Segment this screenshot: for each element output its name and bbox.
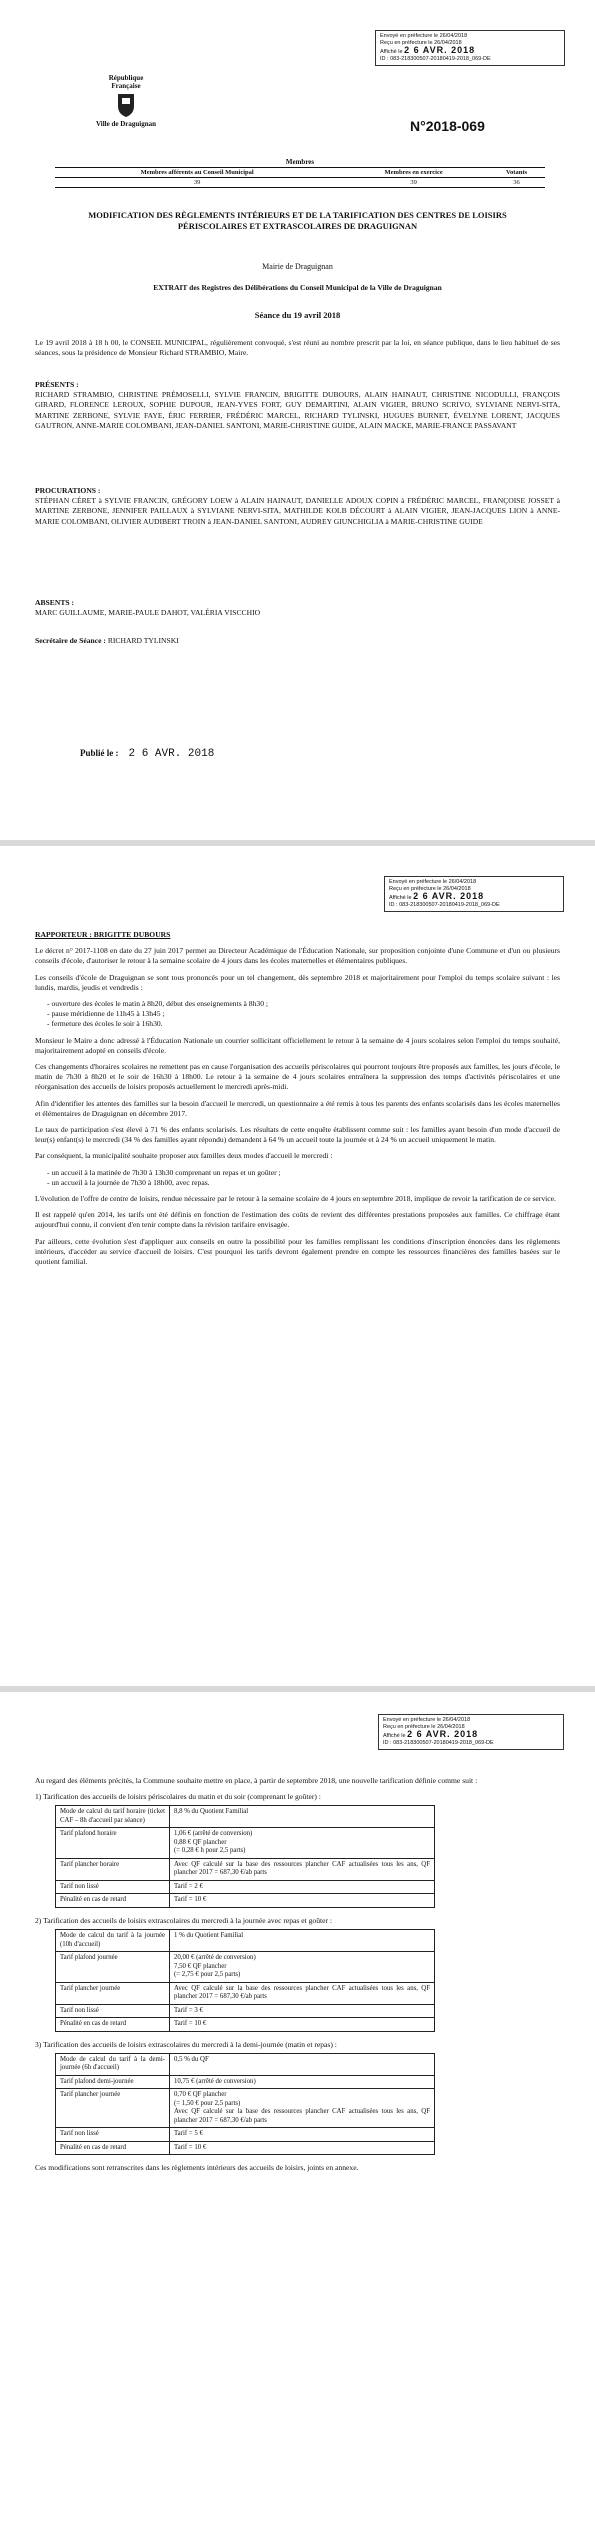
stamp-line: Affiché le (383, 1733, 406, 1739)
tarif-heading-2: 2) Tarification des accueils de loisirs extrascolaires du mercredi à la journée avec repas et goûter : (35, 1915, 333, 1925)
table-cell: Tarif = 2 € (170, 1880, 435, 1894)
prefecture-stamp (384, 876, 564, 912)
paragraph: Afin d'identifier les attentes des familles sur la besoin d'accueil le mercredi, un questionnaire a été remis à tous les parents des enfants scolarisés dans les écoles maternelles et élémentaires de Draguignan en décembre 2017. (35, 1098, 560, 1118)
list-item: - un accueil à la matinée de 7h30 à 13h30 comprenant un repas et un goûter ; (47, 1168, 560, 1178)
table-cell: Avec QF calculé sur la base des ressources plancher CAF actualisées tous les ans, QF plancher 2017 = 687,30 €/ab parts (170, 1982, 435, 2004)
stamp-id: ID : 083-218300507-20180419-2018_069-DE (383, 1740, 494, 1746)
tarif-table-3 (55, 2053, 435, 2156)
members-value: 39 (339, 178, 488, 188)
report-body (35, 930, 560, 1273)
table-cell: Pénalité en cas de retard (56, 2141, 170, 2155)
table-cell: Tarif = 3 € (170, 2004, 435, 2018)
table-cell: Mode de calcul du tarif à la journée (10h d'accueil) (56, 1930, 170, 1952)
procurations-label: PROCURATIONS : (35, 486, 101, 495)
mairie-label: Mairie de Draguignan (262, 262, 333, 271)
crest-icon (116, 92, 136, 118)
intro-paragraph: Le 19 avril 2018 à 18 h 00, le CONSEIL MUNICIPAL, régulièrement convoqué, s'est réuni au nombre prescrit par la loi, en séance publique, dans le lieu habituel de ses séances, sous la présidence de Monsieur Richard STRAMBIO, Maire. (35, 338, 560, 358)
republic-label: République Française (108, 74, 144, 90)
table-cell: 10,75 € (arrêté de conversion) (170, 2075, 435, 2089)
table-row (56, 1806, 435, 1828)
paragraph: Par conséquent, la municipalité souhaite proposer aux familles deux modes d'accueil le mercredi : (35, 1151, 333, 1161)
paragraph: Le décret n° 2017-1108 en date du 27 juin 2017 permet au Directeur Académique de l'Éducation Nationale, sur proposition conjointe d'une Commune et d'un ou plusieurs conseils d'école, d'autoriser le retour à la semaine scolaire de 4 jours dans les écoles maternelles et élémentaires publiques. (35, 946, 560, 966)
table-cell: 0,70 € QF plancher (= 1,50 € pour 2,5 parts) Avec QF calculé sur la base des ressources plancher CAF actualisées tous les ans, QF plancher 2017 = 687,30 €/ab parts (170, 2089, 435, 2128)
presents-block (35, 380, 560, 437)
session-date: Séance du 19 avril 2018 (254, 310, 341, 320)
deliberation-title: MODIFICATION DES RÈGLEMENTS INTÉRIEURS ET DE LA TARIFICATION DES CENTRES DE LOISIRS PÉRISCOLAIRES ET EXTRASCOLAIRES DE DRAGUIGNAN (88, 210, 507, 231)
prefecture-stamp (378, 1714, 564, 1750)
table-row (56, 2053, 435, 2075)
stamp-line: Reçu en préfecture le 26/04/2018 (380, 40, 462, 46)
stamp-date: 2 6 AVR. 2018 (407, 1729, 479, 1739)
table-row (56, 1858, 435, 1880)
schedule-list (35, 999, 560, 1030)
members-header: Membres en exercice (339, 168, 488, 178)
members-value: 36 (488, 178, 545, 188)
table-row (56, 1952, 435, 1983)
stamp-line: Envoyé en préfecture le 26/04/2018 (383, 1717, 471, 1723)
members-title: Membres (55, 158, 545, 168)
list-item: - un accueil à la journée de 7h30 à 18h00, avec repas. (47, 1178, 560, 1188)
table-cell: Tarif = 10 € (170, 1894, 435, 1908)
table-cell: 20,00 € (arrêté de conversion) 7,50 € QF plancher (= 2,75 € pour 2,5 parts) (170, 1952, 435, 1983)
stamp-id: ID : 083-218300507-20180419-2018_069-DE (380, 56, 491, 62)
absents-block (35, 598, 560, 624)
tarif-table-1 (55, 1805, 435, 1908)
secretaire-label: Secrétaire de Séance : (35, 636, 106, 645)
procurations-list: STÉPHAN CÉRET à SYLVIE FRANCIN, GRÉGORY LOEW à ALAIN HAINAUT, DANIELLE ADOUX COPIN à FRÉDÉRIC MARCEL, FRANÇOISE JOSSET à MARTINE ZERBONE, JENNIFER PAILLAUX à SYLVIANE NERVI-SITA, MATHILDE KOLB DÉCOURT à ALAIN VIGIER, JEAN-JACQUES LION à ANNE-MARIE COLOMBANI, OLIVIER AUDIBERT TROIN à JEAN-DANIEL SANTONI, AUDREY GIUNCHIGLIA à MARIE-CHRISTINE GUIDE (35, 496, 560, 526)
table-cell: Pénalité en cas de retard (56, 2018, 170, 2032)
table-cell: Tarif = 10 € (170, 2141, 435, 2155)
table-cell: Tarif plancher horaire (56, 1858, 170, 1880)
presents-label: PRÉSENTS : (35, 380, 79, 389)
stamp-line: Reçu en préfecture le 26/04/2018 (389, 886, 471, 892)
paragraph: Au regard des éléments précités, la Commune souhaite mettre en place, à partir de septembre 2018, une nouvelle tarification définie comme suit : (35, 1776, 478, 1785)
page-1 (0, 0, 595, 840)
paragraph: Par ailleurs, cette évolution s'est d'appliquer aux conseils en outre la possibilité pour les familles remplissant les conditions d'inscription énoncées dans les règlements intérieurs, d'accéder au service d'accueil de loisirs. C'est pourquoi les tarifs devront également prendre en compte les ressources financières des familles basées sur le quotient familial. (35, 1236, 560, 1267)
paragraph: Les conseils d'école de Draguignan se sont tous prononcés pour un tel changement, dès septembre 2018 et majoritairement pour l'emploi du temps scolaire suivant : les lundis, mardis, jeudis et vendredis : (35, 972, 560, 992)
stamp-id: ID : 083-218300507-20180419-2018_069-DE (389, 902, 500, 908)
extract-label: EXTRAIT des Registres des Délibérations du Conseil Municipal de la Ville de Draguignan (153, 283, 442, 292)
list-item: - pause méridienne de 11h45 à 13h45 ; (47, 1009, 560, 1019)
stamp-line: Affiché le (389, 895, 412, 901)
stamp-line: Affiché le (380, 49, 403, 55)
accueil-list (35, 1168, 560, 1188)
table-row (56, 1894, 435, 1908)
absents-label: ABSENTS : (35, 598, 75, 607)
table-cell: Avec QF calculé sur la base des ressources plancher CAF actualisées tous les ans, QF plancher 2017 = 687,30 €/ab parts (170, 1858, 435, 1880)
table-cell: Tarif plancher journée (56, 2089, 170, 2128)
paragraph: Il est rappelé qu'en 2014, les tarifs ont été définis en fonction de l'estimation des coûts de revient des différentes prestations proposées aux familles. Ce chiffrage étant aujourd'hui connu, il convient d'en tenir compte dans la révision tarifaire envisagée. (35, 1210, 560, 1230)
intro-text (35, 338, 560, 364)
stamp-line: Envoyé en préfecture le 26/04/2018 (389, 879, 477, 885)
table-cell: Mode de calcul du tarif horaire (ticket CAF – 8h d'accueil par séance) (56, 1806, 170, 1828)
paragraph: Le taux de participation s'est élevé à 71 % des enfants scolarisés. Les résultats de cette enquête établissent comme suit : les familles ayant besoin d'un mode d'accueil de leur(s) enfant(s) le mercredi (34 % des familles ayant répondu) demandent à 64 % un accueil toute la journée et à 24 % un accueil uniquement le matin. (35, 1125, 560, 1145)
list-item: - fermeture des écoles le soir à 16h30. (47, 1019, 560, 1029)
members-table (55, 158, 545, 188)
table-cell: Tarif plafond demi-journée (56, 2075, 170, 2089)
table-row (56, 1982, 435, 2004)
members-header: Membres afférents au Conseil Municipal (55, 168, 339, 178)
table-row (56, 1880, 435, 1894)
table-cell: Tarif non lissé (56, 2128, 170, 2142)
table-cell: Tarif non lissé (56, 2004, 170, 2018)
presents-list: RICHARD STRAMBIO, CHRISTINE PRÉMOSELLI, SYLVIE FRANCIN, BRIGITTE DUBOURS, ALAIN HAINAUT, CHRISTINE NICODULLI, FRANÇOIS GIRARD, FLORENCE LEROUX, SOPHIE DUPOUR, JEAN-YVES FORT, GUY DEMARTINI, ALAIN VIGIER, BRUNO SCRIVO, SYLVIANE NERVI-SITA, MARTINE ZERBONE, SYLVIE FAYE, ÉRIC FERRIER, FRÉDÉRIC MARCEL, RICHARD TYLINSKI, HUGUES BURNET, ÉVELYNE LORENT, JACQUES GAUTRON, ANNE-MARIE COLOMBANI, JEAN-DANIEL SANTONI, MARIE-CHRISTINE GUIDE, ALAIN MACKE, MARIE-FRANCE PASSAVANT (35, 390, 560, 430)
table-row (56, 2018, 435, 2032)
paragraph: L'évolution de l'offre de centre de loisirs, rendue nécessaire par le retour à la semaine scolaire de 4 jours en septembre 2018, implique de revoir la tarification de ce service. (35, 1194, 556, 1204)
table-cell: Tarif plafond journée (56, 1952, 170, 1983)
document-number: N°2018-069 (410, 118, 485, 134)
stamp-date: 2 6 AVR. 2018 (413, 891, 485, 901)
rapporteur-label: RAPPORTEUR : BRIGITTE DUBOURS (35, 930, 171, 939)
table-cell: 0,5 % du QF (170, 2053, 435, 2075)
table-cell: 1,06 € (arrêté de conversion) 0,88 € QF plancher (= 0,28 € h pour 2,5 parts) (170, 1828, 435, 1859)
table-cell: Mode de calcul du tarif à la demi-journée (6h d'accueil) (56, 2053, 170, 2075)
publie-label: Publié le : (80, 748, 119, 758)
tarification-body (35, 1776, 560, 2180)
stamp-date: 2 6 AVR. 2018 (404, 45, 476, 55)
table-cell: Pénalité en cas de retard (56, 1894, 170, 1908)
tarif-table-2 (55, 1929, 435, 2032)
table-cell: 8,8 % du Quotient Familial (170, 1806, 435, 1828)
procurations-block (35, 486, 560, 533)
secretaire-name: RICHARD TYLINSKI (107, 636, 179, 645)
table-cell: Tarif plancher journée (56, 1982, 170, 2004)
table-cell: Tarif plafond horaire (56, 1828, 170, 1859)
closing-paragraph: Ces modifications sont retranscrites dans les règlements intérieurs des accueils de loisirs, joints en annexe. (35, 2163, 359, 2173)
prefecture-stamp (375, 30, 565, 66)
table-row (56, 2141, 435, 2155)
page-3 (0, 1692, 595, 2536)
table-row (56, 2089, 435, 2128)
paragraph: Ces changements d'horaires scolaires ne remettent pas en cause l'organisation des accueils périscolaires qui pourront toujours être proposés aux familles, les jours d'école, le matin de 7h30 à 8h20 et le soir de 16h30 à 18h00. Le retour à la semaine de 4 jours scolaires entraînera la suppression des temps d'activités périscolaires et une réorganisation des accueils de loisirs proposés actuellement le mercredi après-midi. (35, 1062, 560, 1092)
list-item: - ouverture des écoles le matin à 8h20, début des enseignements à 8h30 ; (47, 999, 560, 1009)
table-row (56, 2075, 435, 2089)
publie-date: 2 6 AVR. 2018 (128, 748, 215, 760)
table-cell: 1 % du Quotient Familial (170, 1930, 435, 1952)
table-row (56, 1828, 435, 1859)
secretaire-block (35, 636, 560, 646)
table-row (56, 1930, 435, 1952)
table-cell: Tarif = 5 € (170, 2128, 435, 2142)
paragraph: Monsieur le Maire a donc adressé à l'Éducation Nationale un courrier sollicitant officiellement le retour à la semaine de 4 jours scolaires selon l'emploi du temps souhaité, majoritairement adopté en conseils d'école. (35, 1035, 560, 1055)
table-row (56, 2128, 435, 2142)
publication-line (80, 748, 214, 760)
tarif-heading-1: 1) Tarification des accueils de loisirs périscolaires du matin et du soir (comprenant le goûter) : (35, 1792, 321, 1802)
page-2 (0, 846, 595, 1686)
table-cell: Tarif = 10 € (170, 2018, 435, 2032)
members-value: 39 (55, 178, 339, 188)
town-logo (95, 74, 157, 128)
tarif-heading-3: 3) Tarification des accueils de loisirs extrascolaires du mercredi à la demi-journée (matin et repas) : (35, 2039, 337, 2049)
stamp-line: Envoyé en préfecture le 26/04/2018 (380, 33, 468, 39)
absents-list: MARC GUILLAUME, MARIE-PAULE DAHOT, VALÉRIA VISCCHIO (35, 608, 261, 618)
table-cell: Tarif non lissé (56, 1880, 170, 1894)
table-row (56, 2004, 435, 2018)
town-name: Ville de Draguignan (95, 120, 157, 128)
members-header: Votants (488, 168, 545, 178)
stamp-line: Reçu en préfecture le 26/04/2018 (383, 1724, 465, 1730)
